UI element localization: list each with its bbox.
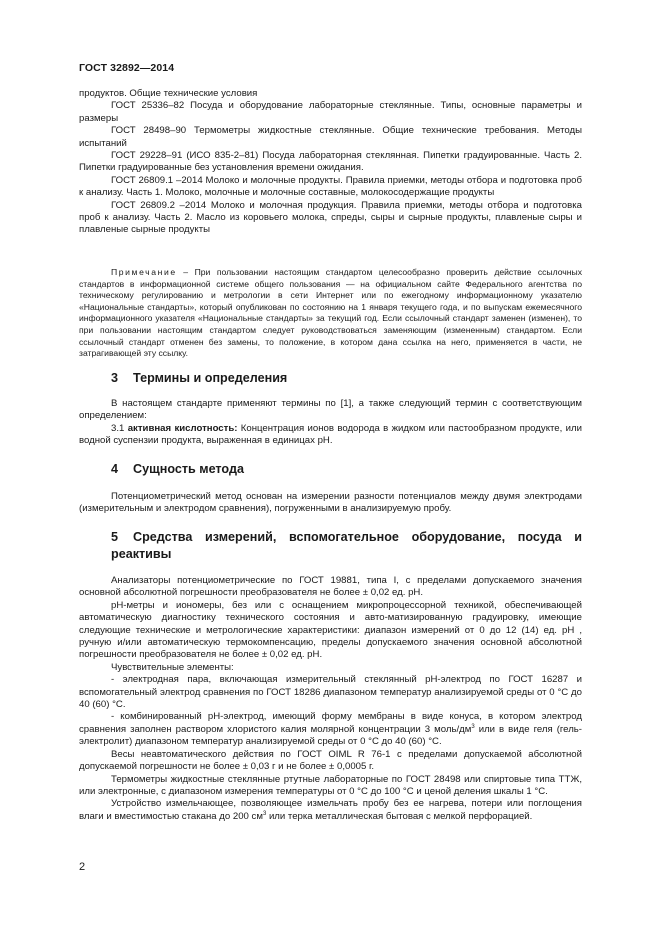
definition-number: 3.1 — [111, 422, 128, 434]
section-number: 5 — [111, 530, 119, 544]
section-3-heading — [79, 370, 582, 387]
paragraph: Анализаторы потенциометрические по ГОСТ 19881, типа I, с пределами допускаемого значения основной абсолютной погрешности преобразователя не более ± 0,02 ед. pH. — [79, 575, 582, 599]
definition-paragraph — [79, 423, 582, 448]
definition-text: Концентрация ионов водорода в жидком или пастообразном продукте, или водной суспензии продукта, выраженная в единицах pH. — [79, 422, 582, 447]
section-title-line1: Средства измерений, вспомогательное оборудование, посуда и — [133, 530, 582, 544]
section-number: 3 — [111, 371, 119, 385]
ref-item: ГОСТ 26809.2 –2014 Молоко и молочная продукция. Правила приемки, методы отбора и подготовка проб к анализу. Часть 2. Масло из коровьего молока, спреды, сыры и сырные продукты, плавленые сыры и плавленые сырные продукты — [79, 199, 582, 236]
paragraph: В настоящем стандарте применяют термины по [1], а также следующий термин с соответствующим определением: — [79, 398, 582, 422]
section-4-body — [79, 491, 582, 516]
page-number: 2 — [79, 861, 86, 873]
paragraph: Весы неавтоматического действия по ГОСТ OIML R 76-1 с пределами допускаемой абсолютной допускаемой погрешности не более ± 0,03 г и не более ± 0,0005 г. — [79, 748, 582, 773]
ref-item: продуктов. Общие технические условия — [79, 88, 258, 99]
paragraph: Устройство измельчающее, позволяющее измельчать пробу без ее нагрева, потери или поглощения влаги и вместимостью стакана до 200 $см^3$ или терка металлическая бытовая с мелкой перфорацией. — [79, 798, 582, 822]
ref-item: ГОСТ 28498–90 Термометры жидкостные стеклянные. Общие технические требования. Методы испытаний — [79, 125, 582, 149]
paragraph: Термометры жидкостные стеклянные ртутные лабораторные по ГОСТ 28498 или спиртовые типа ТТЖ, или электронные, с диапазоном измерения температуры от 0 °С до 100 °С и ценой деления шкалы 1 °С. — [79, 773, 582, 797]
paragraph: - комбинированный pH-электрод, имеющий форму мембраны в виде конуса, в котором электрод сравнения заполнен раствором хлористого калия молярной концентрации 3 моль/$дм^3$ или в виде геля (гель-электролит) диапазоном температур анализируемой среды от 0 °С до 40 (60) °С. — [79, 711, 582, 748]
references-block — [79, 88, 582, 237]
section-3-body — [79, 398, 582, 448]
section-5-heading — [79, 529, 582, 563]
section-number: 4 — [111, 462, 119, 476]
paragraph: Потенциометрический метод основан на измерении разности потенциалов между двумя электродами (измерительным и электродом сравнения), погруженными в анализируемую пробу. — [79, 491, 582, 515]
paragraph: Чувствительные элементы: — [111, 661, 234, 673]
section-title: Термины и определения — [133, 371, 288, 385]
section-title: Сущность метода — [133, 462, 244, 476]
ref-item: ГОСТ 29228–91 (ИСО 835-2–81) Посуда лабораторная стеклянная. Пипетки градуированные. Часть 2. Пипетки градуированные без установления времени ожидания. — [79, 150, 582, 174]
paragraph: - электродная пара, включающая измерительный стеклянный pH-электрод по ГОСТ 16287 и вспомогательный электрод сравнения по ГОСТ 18286 диапазоном температур анализируемой среды от 0 °С до 40 (60) °С. — [79, 674, 582, 711]
note-label: Примечание — [111, 267, 177, 277]
note-block — [79, 267, 582, 360]
section-title-line2: реактивы — [111, 547, 172, 561]
ref-item: ГОСТ 26809.1 –2014 Молоко и молочные продукты. Правила приемки, методы отбора и подготовка проб к анализу. Часть 1. Молоко, молочные и молочные составные, молокосодержащие продукты — [79, 174, 582, 199]
note-paragraph — [79, 267, 582, 360]
paragraph: pH-метры и иономеры, без или с оснащением микропроцессорной техникой, обеспечивающей автоматическую диагностику технического состояния и авто-матизированную градуировку, имеющие следующие технические и метрологические характеристики: диапазон измерений от 0 до 12 (14) ед. pH , ручную и/или автоматическую термокомпенсацию, пределы допускаемого значения основной абсолютной погрешности преобразователя не более ± 0,02 ед. pH. — [79, 599, 582, 661]
running-header: ГОСТ 32892—2014 — [79, 62, 175, 74]
note-text: – При пользовании настоящим стандартом целесообразно проверить действие ссылочных стандартов в информационной системе общего пользования — на официальном сайте Федерального агентства по техническому регулированию и метрологии в сети Интернет или по ежегодному информационному указателю «Национальные стандарты», который опубликован по состоянию на 1 января текущего года, и по выпускам ежемесячного информационного указателя «Национальные стандарты» за текущий год. Если ссылочный стандарт заменен (изменен), то при пользовании настоящим стандартом следует руководствоваться заменяющим (измененным) стандартом. Если ссылочный стандарт отменен без замены, то положение, в котором дана ссылка на него, применяется в части, не затрагивающей эту ссылку. — [79, 267, 582, 359]
definition-term: активная кислотность: — [127, 422, 238, 434]
section-4-heading — [79, 461, 582, 478]
section-5-body — [79, 575, 582, 823]
ref-item: ГОСТ 25336–82 Посуда и оборудование лабораторные стеклянные. Типы, основные параметры и размеры — [79, 100, 582, 124]
